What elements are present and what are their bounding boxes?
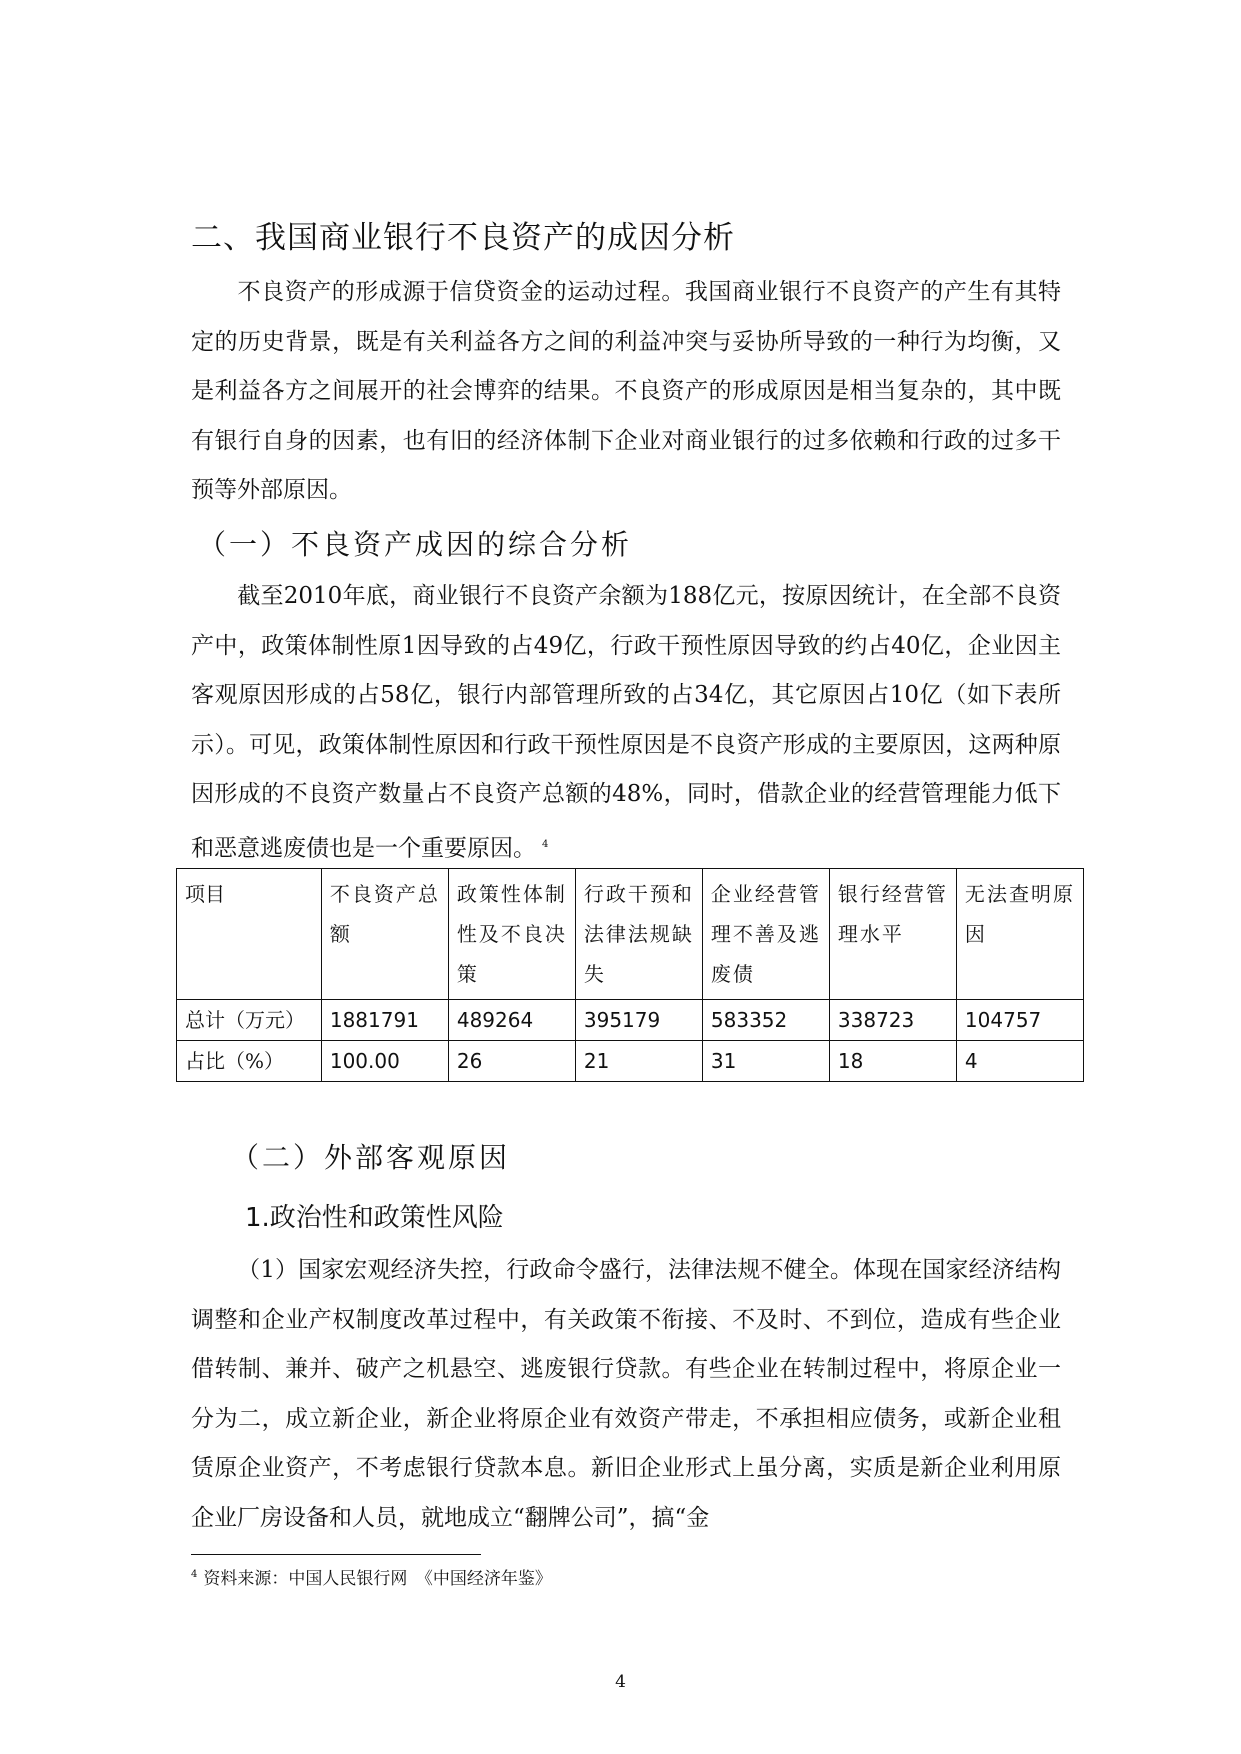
analysis-paragraph-text: 截至2010年底，商业银行不良资产余额为188亿元，按原因统计，在全部不良资产中，政策体制性原1因导致的占49亿，行政干预性原因导致的约占40亿，企业因主客观原因形成的占58亿，银行内部管理所致的占34亿，其它原因占10亿（如下表所示）。可见，政策体制性原因和行政干预性原因是不良资产形成的主要原因，这两种原因形成的不良资产数量占不良资产总额的48%，同时，借款企业的经营管理能力低下和恶意逃废债也是一个重要原因。 <box>191 583 1061 862</box>
table-cell: 占比（%） <box>177 1041 322 1082</box>
header-cell: 不良资产总额 <box>321 869 448 1000</box>
table-cell: 395179 <box>575 1000 702 1041</box>
page-number: 4 <box>615 1672 626 1692</box>
table-header-row <box>177 869 1084 1000</box>
table-cell: 总计（万元） <box>177 1000 322 1041</box>
risk-paragraph <box>191 1246 1061 1543</box>
header-cell: 政策性体制性及不良决策 <box>448 869 575 1000</box>
risk-paragraph-text: （1）国家宏观经济失控，行政命令盛行，法律法规不健全。体现在国家经济结构调整和企业产权制度改革过程中，有关政策不衔接、不及时、不到位，造成有些企业借转制、兼并、破产之机悬空、逃废银行贷款。有些企业在转制过程中，将原企业一分为二，成立新企业，新企业将原企业有效资产带走，不承担相应债务，或新企业租赁原企业资产，不考虑银行贷款本息。新旧企业形式上虽分离，实质是新企业利用原企业厂房设备和人员，就地成立“翻牌公司”，搞“金 <box>191 1257 1061 1531</box>
table-cell: 100.00 <box>321 1041 448 1082</box>
intro-paragraph-text: 不良资产的形成源于信贷资金的运动过程。我国商业银行不良资产的产生有其特定的历史背景，既是有关利益各方之间的利益冲突与妥协所导致的一种行为均衡，又是利益各方之间展开的社会博弈的结果。不良资产的形成原因是相当复杂的，其中既有银行自身的因素，也有旧的经济体制下企业对商业银行的过多依赖和行政的过多干预等外部原因。 <box>191 279 1061 503</box>
intro-paragraph <box>191 268 1061 516</box>
table-cell: 21 <box>575 1041 702 1082</box>
footnote-ref: 4 <box>542 838 549 850</box>
table-cell: 18 <box>829 1041 956 1082</box>
footnote-separator <box>191 1554 481 1555</box>
table-row <box>177 1041 1084 1082</box>
header-cell: 企业经营管理不善及逃废债 <box>702 869 829 1000</box>
footnote <box>191 1564 552 1589</box>
nonperforming-assets-table <box>176 868 1084 1082</box>
table-cell: 1881791 <box>321 1000 448 1041</box>
section-heading-1: （一）不良资产成因的综合分析 <box>198 528 633 561</box>
table-cell: 104757 <box>956 1000 1083 1041</box>
header-cell: 项目 <box>177 869 322 1000</box>
analysis-paragraph <box>191 572 1061 874</box>
section-heading-2: （二）外部客观原因 <box>231 1141 511 1174</box>
header-cell: 行政干预和法律法规缺失 <box>575 869 702 1000</box>
table-cell: 4 <box>956 1041 1083 1082</box>
footnote-mark: 4 <box>191 1569 198 1581</box>
table-cell: 583352 <box>702 1000 829 1041</box>
header-cell: 银行经营管理水平 <box>829 869 956 1000</box>
header-cell: 无法查明原因 <box>956 869 1083 1000</box>
table-cell: 338723 <box>829 1000 956 1041</box>
subsection-heading: 1.政治性和政策性风险 <box>245 1203 504 1233</box>
table-cell: 489264 <box>448 1000 575 1041</box>
chapter-heading: 二、我国商业银行不良资产的成因分析 <box>191 220 735 256</box>
table-cell: 26 <box>448 1041 575 1082</box>
footnote-text: 资料来源：中国人民银行网 《中国经济年鉴》 <box>203 1569 552 1589</box>
table-row <box>177 1000 1084 1041</box>
table-cell: 31 <box>702 1041 829 1082</box>
